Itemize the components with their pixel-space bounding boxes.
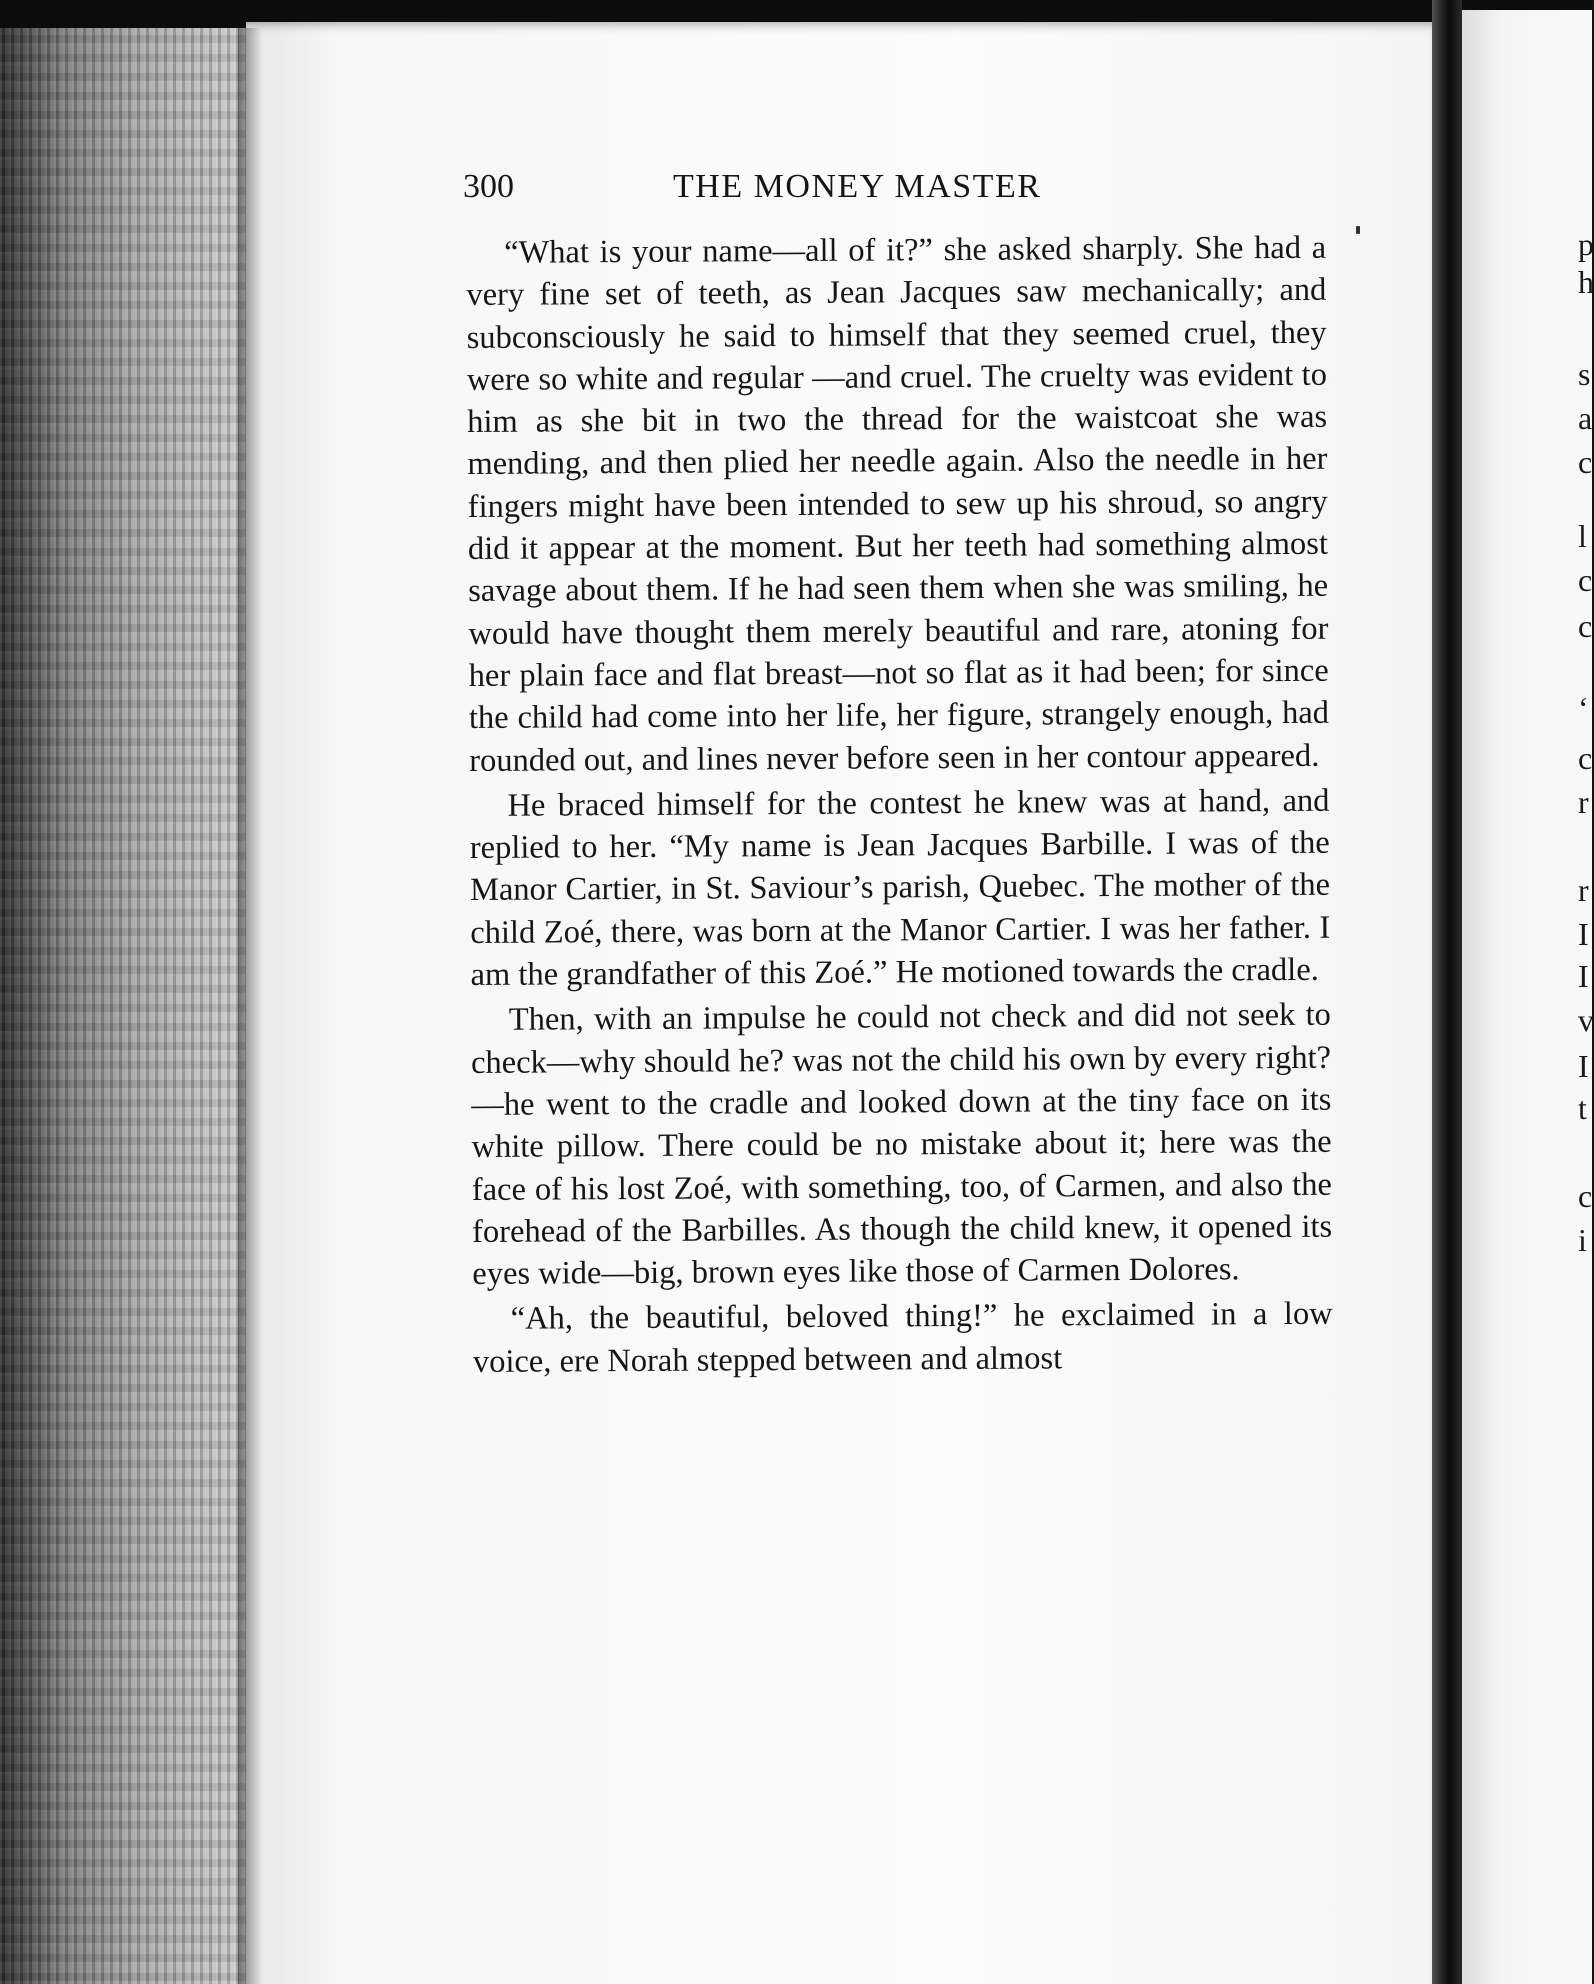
book-page-edges bbox=[0, 28, 252, 1984]
paragraph: He braced himself for the contest he knew was at hand, and replied to her. “My name is Jean Jacques Barbille. I was of the Manor Cartier, in St. Saviour’s parish, Quebec. The mother of the child Zoé, there, was born at the Manor Cartier. I was her father. I am the grandfather of this Zoé.” He motioned towards the cradle. bbox=[469, 782, 1331, 994]
facing-page-fragment: l bbox=[1578, 518, 1587, 554]
facing-page-fragment: p bbox=[1578, 226, 1594, 262]
facing-page-fragment: s bbox=[1578, 356, 1591, 392]
facing-page-fragment: I bbox=[1578, 1048, 1589, 1084]
facing-page-fragment: ‘ bbox=[1578, 690, 1589, 726]
paragraph: “What is your name—all of it?” she asked sharply. She had a very fine set of teeth, as Jean Jacques saw mechanically; and subconsciously he said to himself that they seemed cruel, they were so white and regular —and cruel. The cruelty was evident to him as she bit in two the thread for the waistcoat she was mending, and then plied her needle again. Also the needle in her fingers might have been intended to sew up his shroud, so angry did it appear at the moment. But her teeth had something almost savage about them. If he had seen them when she was smiling, he would have thought them merely beautiful and rare, atoning for her plain face and flat breast—not so flat as it had been; for since the child had come into her life, her figure, strangely enough, had rounded out, and lines never before seen in her contour appeared. bbox=[466, 229, 1330, 779]
running-title: THE MONEY MASTER bbox=[673, 168, 1042, 205]
facing-page-fragment: a bbox=[1578, 400, 1593, 436]
facing-page-fragment: c bbox=[1578, 444, 1593, 480]
facing-page-fragment: r bbox=[1578, 872, 1589, 908]
facing-page-fragment: c bbox=[1578, 608, 1593, 644]
facing-page-fragment: h bbox=[1578, 264, 1594, 300]
page-number: 300 bbox=[463, 168, 514, 205]
paragraph: Then, with an impulse he could not check and did not seek to check—why should he? was not the child his own by every right?—he went to the cradle and looked down at the tiny face on its white pillow. There could be no mistake about it; here was the face of his lost Zoé, with something, too, of Carmen, and also the forehead of the Barbilles. As though the child knew, it opened its eyes wide—big, brown eyes like those of Carmen Dolores. bbox=[470, 997, 1333, 1293]
facing-page-fragment: c bbox=[1578, 562, 1593, 598]
facing-page-fragment: v bbox=[1578, 1002, 1594, 1038]
ink-speck bbox=[1356, 226, 1360, 234]
facing-page-fragment: t bbox=[1578, 1090, 1587, 1126]
page-gap bbox=[1432, 0, 1462, 1984]
gutter-shadow bbox=[238, 28, 262, 1984]
facing-page-fragment: I bbox=[1578, 916, 1589, 952]
facing-page-fragment: r bbox=[1578, 784, 1589, 820]
facing-page bbox=[1462, 10, 1592, 1984]
body-text bbox=[466, 227, 1333, 1386]
paragraph: “Ah, the beautiful, beloved thing!” he exclaimed in a low voice, ere Norah stepped between and almost bbox=[472, 1296, 1333, 1380]
facing-page-fragment: c bbox=[1578, 1178, 1593, 1214]
facing-page-fragment: I bbox=[1578, 958, 1589, 994]
facing-page-fragment: c bbox=[1578, 740, 1593, 776]
facing-page-fragment: i bbox=[1578, 1222, 1587, 1258]
running-header bbox=[463, 168, 1103, 214]
